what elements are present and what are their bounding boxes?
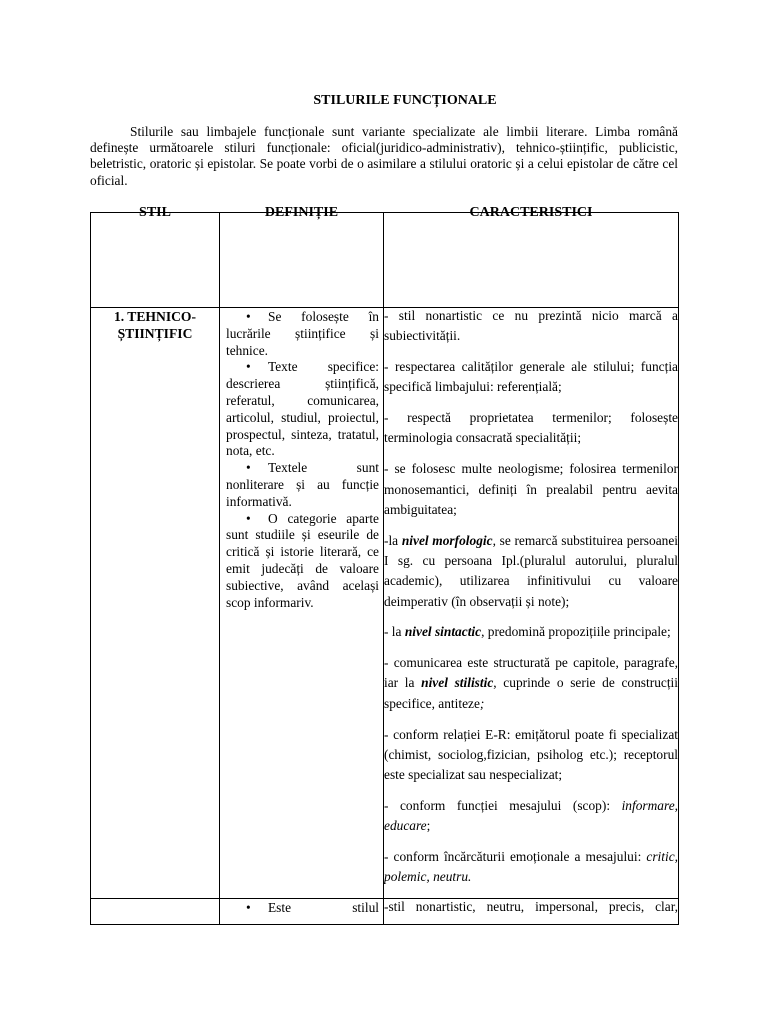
characteristic-item: - respectarea calităților generale ale stilului; funcția specifică limbajului: referențială; [384, 359, 678, 395]
bullet-icon: • [246, 900, 251, 916]
list-item: • Texte specifice: descrierea științifică, referatul, comunicarea, articolul, studiul, proiectul, prospectul, sinteza, tratatul, nota, etc. [226, 359, 379, 459]
characteristic-item: - se folosesc multe neologisme; folosirea termenilor monosemantici, definiți în prealabil pentru aevita ambiguitatea; [384, 461, 678, 517]
definition-cell [220, 308, 384, 899]
characteristic-item: - respectă proprietatea termenilor; folosește terminologia consacrată specialității; [384, 410, 678, 446]
bullet-icon: • [246, 309, 251, 324]
characteristic-item: - conform relației E-R: emițătorul poate fi specializat (chimist, sociolog,fizician, psiholog etc.); receptorul este specializat sau nespecializat; [384, 726, 678, 783]
list-item: • Se folosește în lucrările științifice și tehnice. [226, 309, 379, 358]
definition-cell [220, 899, 384, 925]
list-item: • Textele sunt nonliterare și au funcție informativă. [226, 460, 379, 509]
styles-table [90, 205, 679, 925]
list-item: • O categorie aparte sunt studiile și eseurile de critică și istorie literară, ce emit judecăți de valoare subiective, având același scop informariv. [226, 510, 379, 610]
stil-cell [91, 308, 220, 899]
characteristic-item: - conform funcției mesajului (scop): informare, educare; [384, 797, 678, 834]
table-row [91, 308, 679, 899]
table-row [91, 899, 679, 925]
bullet-icon: • [246, 460, 251, 476]
header-stil: STIL [91, 213, 220, 308]
list-item: • Este stilul [246, 900, 379, 916]
intro-paragraph: Stilurile sau limbajele funcționale sunt variante specializate ale limbii literare. Limba română definește următoarele stiluri funcționale: oficial(juridico-administrativ), tehnico-științific, publicistic, beletristic, oratoric și epistolar. Se poate vorbi de o asimilare a stilului oratoric și a celui epistolar de către cel oficial. [90, 124, 678, 188]
header-caracteristici: CARACTERISTICI [384, 213, 679, 308]
page-title: STILURILE FUNCȚIONALE [313, 93, 497, 108]
characteristic-item: -stil nonartistic, neutru, impersonal, precis, clar, [384, 899, 678, 915]
table-header-row [91, 213, 679, 308]
definition-list [220, 308, 383, 611]
characteristic-item: - la nivel sintactic, predomină propozițiile principale; [384, 624, 671, 640]
bullet-icon: • [246, 359, 251, 375]
stil-cell [91, 899, 220, 925]
header-definitie: DEFINIȚIE [220, 213, 384, 308]
stil-name-line1: 1. TEHNICO- [113, 309, 197, 324]
characteristics-cell [384, 899, 679, 925]
characteristic-item: - stil nonartistic ce nu prezintă nicio marcă a subiectivității. [384, 308, 678, 344]
definition-list [220, 899, 383, 917]
bullet-icon: • [246, 510, 251, 526]
characteristic-item: -la nivel morfologic, se remarcă substituirea persoanei I sg. cu persoana Ipl.(pluralul autorului, pluralul academic), utilizarea infinitivului cu valoare deimperativ (în observații și note); [384, 532, 679, 609]
stil-name-line2: ȘTIINȚIFIC [117, 326, 193, 341]
characteristic-item: - comunicarea este structurată pe capitole, paragrafe, iar la nivel stilistic, cuprinde o serie de construcții specifice, antiteze; [384, 655, 678, 711]
characteristic-item: - conform încărcăturii emoționale a mesajului: critic, polemic, neutru. [384, 849, 678, 885]
characteristics-cell [384, 308, 679, 899]
